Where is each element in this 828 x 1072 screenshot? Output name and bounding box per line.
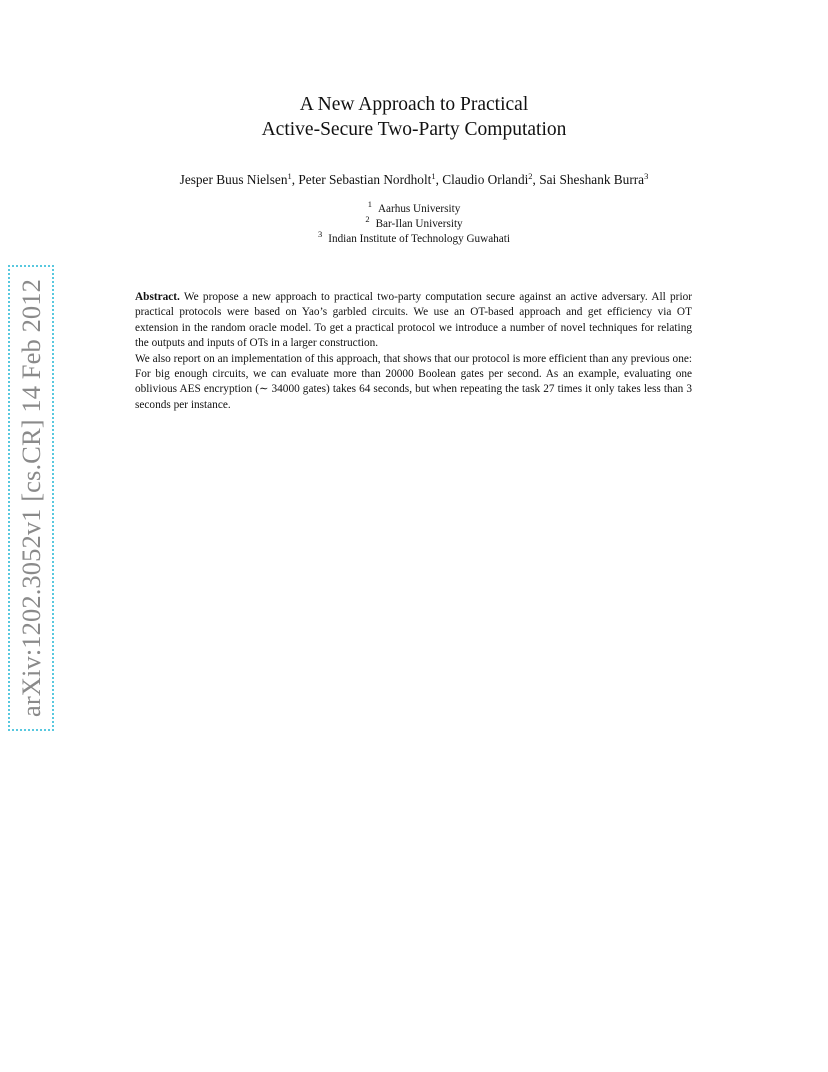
author-list — [0, 171, 828, 189]
affiliation-name: Bar-Ilan University — [375, 218, 463, 230]
affiliation-mark: 1 — [367, 199, 372, 209]
affiliation-name: Aarhus University — [377, 203, 461, 215]
abstract-label: Abstract. — [135, 291, 180, 303]
author-name: Jesper Buus Nielsen — [179, 172, 288, 187]
affiliation-mark: 2 — [365, 214, 370, 224]
author-name: Claudio Orlandi — [442, 172, 529, 187]
affiliation-item — [0, 229, 828, 247]
title-line-1: A New Approach to Practical — [299, 94, 529, 115]
affiliation-mark: 3 — [318, 229, 323, 239]
author-separator: , — [435, 172, 443, 187]
abstract-paragraph-1 — [135, 290, 692, 352]
arxiv-stamp — [8, 265, 54, 731]
author-affiliation-mark: 3 — [644, 171, 649, 181]
author-affiliation-mark: 1 — [287, 171, 292, 181]
author-separator: , — [532, 172, 540, 187]
author-name: Peter Sebastian Nordholt — [298, 172, 432, 187]
affiliation-list — [0, 199, 828, 247]
affiliation-item — [0, 199, 828, 217]
author-name: Sai Sheshank Burra — [539, 172, 645, 187]
author-affiliation-mark: 1 — [431, 171, 436, 181]
abstract-paragraph-2: We also report on an implementation of this approach, that shows that our protocol is more efficient than any previous one: For big enough circuits, we can evaluate more than 20000 Boolean gates per second. As an example, evaluating one oblivious AES encryption (∼ 34000 gates) takes 64 seconds, but when repeating the task 27 times it only takes less than 3 seconds per instance. — [135, 352, 692, 411]
author-affiliation-mark: 2 — [528, 171, 533, 181]
paper-title — [0, 92, 828, 142]
author-separator: , — [291, 172, 299, 187]
affiliation-item — [0, 214, 828, 232]
arxiv-stamp-text: arXiv:1202.3052v1 [cs.CR] 14 Feb 2012 — [16, 279, 46, 717]
affiliation-name: Indian Institute of Technology Guwahati — [328, 233, 510, 245]
abstract-text-1: We propose a new approach to practical two-party computation secure against an active adversary. All prior practical protocols were based on Yao’s garbled circuits. We use an OT-based approach and get efficiency via OT extension in the random oracle model. To get a practical protocol we introduce a number of novel techniques for relating the outputs and inputs of OTs in a larger construction. — [135, 291, 692, 350]
title-line-2: Active-Secure Two-Party Computation — [261, 119, 567, 140]
abstract — [135, 290, 692, 413]
